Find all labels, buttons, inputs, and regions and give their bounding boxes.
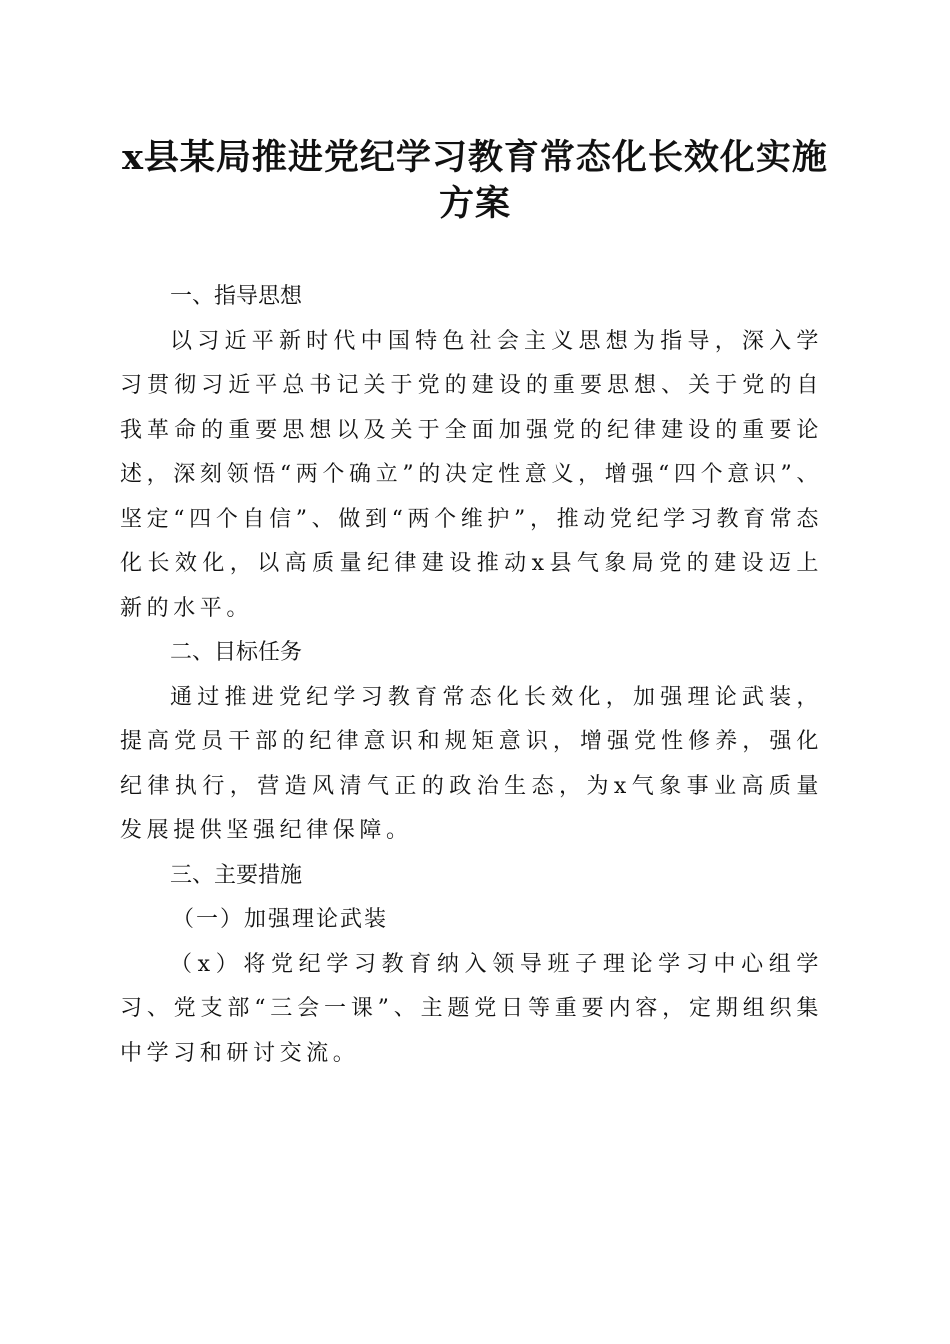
- paragraph-guiding-ideology: 以习近平新时代中国特色社会主义思想为指导，深入学习贯彻习近平总书记关于党的建设的重要思想、关于党的自我革命的重要思想以及关于全面加强党的纪律建设的重要论述，深刻领悟“两个确立”的决定性意义，增强“四个意识”、坚定“四个自信”、做到“两个维护”，推动党纪学习教育常态化长效化，以高质量纪律建设推动x县气象局党的建设迈上新的水平。: [120, 328, 823, 621]
- paragraph-goals-tasks: 通过推进党纪学习教育常态化长效化，加强理论武装，提高党员干部的纪律意识和规矩意识，增强党性修养，强化纪律执行，营造风清气正的政治生态，为x气象事业高质量发展提供坚强纪律保障。: [120, 684, 823, 843]
- section-heading-main-measures: 三、主要措施: [170, 862, 303, 888]
- document-title: x县某局推进党纪学习教育常态化长效化实施方案: [122, 137, 828, 224]
- subheading-theory-arming: （一）加强理论武装: [172, 907, 389, 932]
- paragraph-theory-arming: （x）将党纪学习教育纳入领导班子理论学习中心组学习、党支部“三会一课”、主题党日等重要内容，定期组织集中学习和研讨交流。: [120, 951, 823, 1066]
- document-body: [120, 275, 823, 1076]
- section-heading-guiding-ideology: 一、指导思想: [170, 284, 303, 309]
- section-heading-goals-tasks: 二、目标任务: [170, 640, 303, 665]
